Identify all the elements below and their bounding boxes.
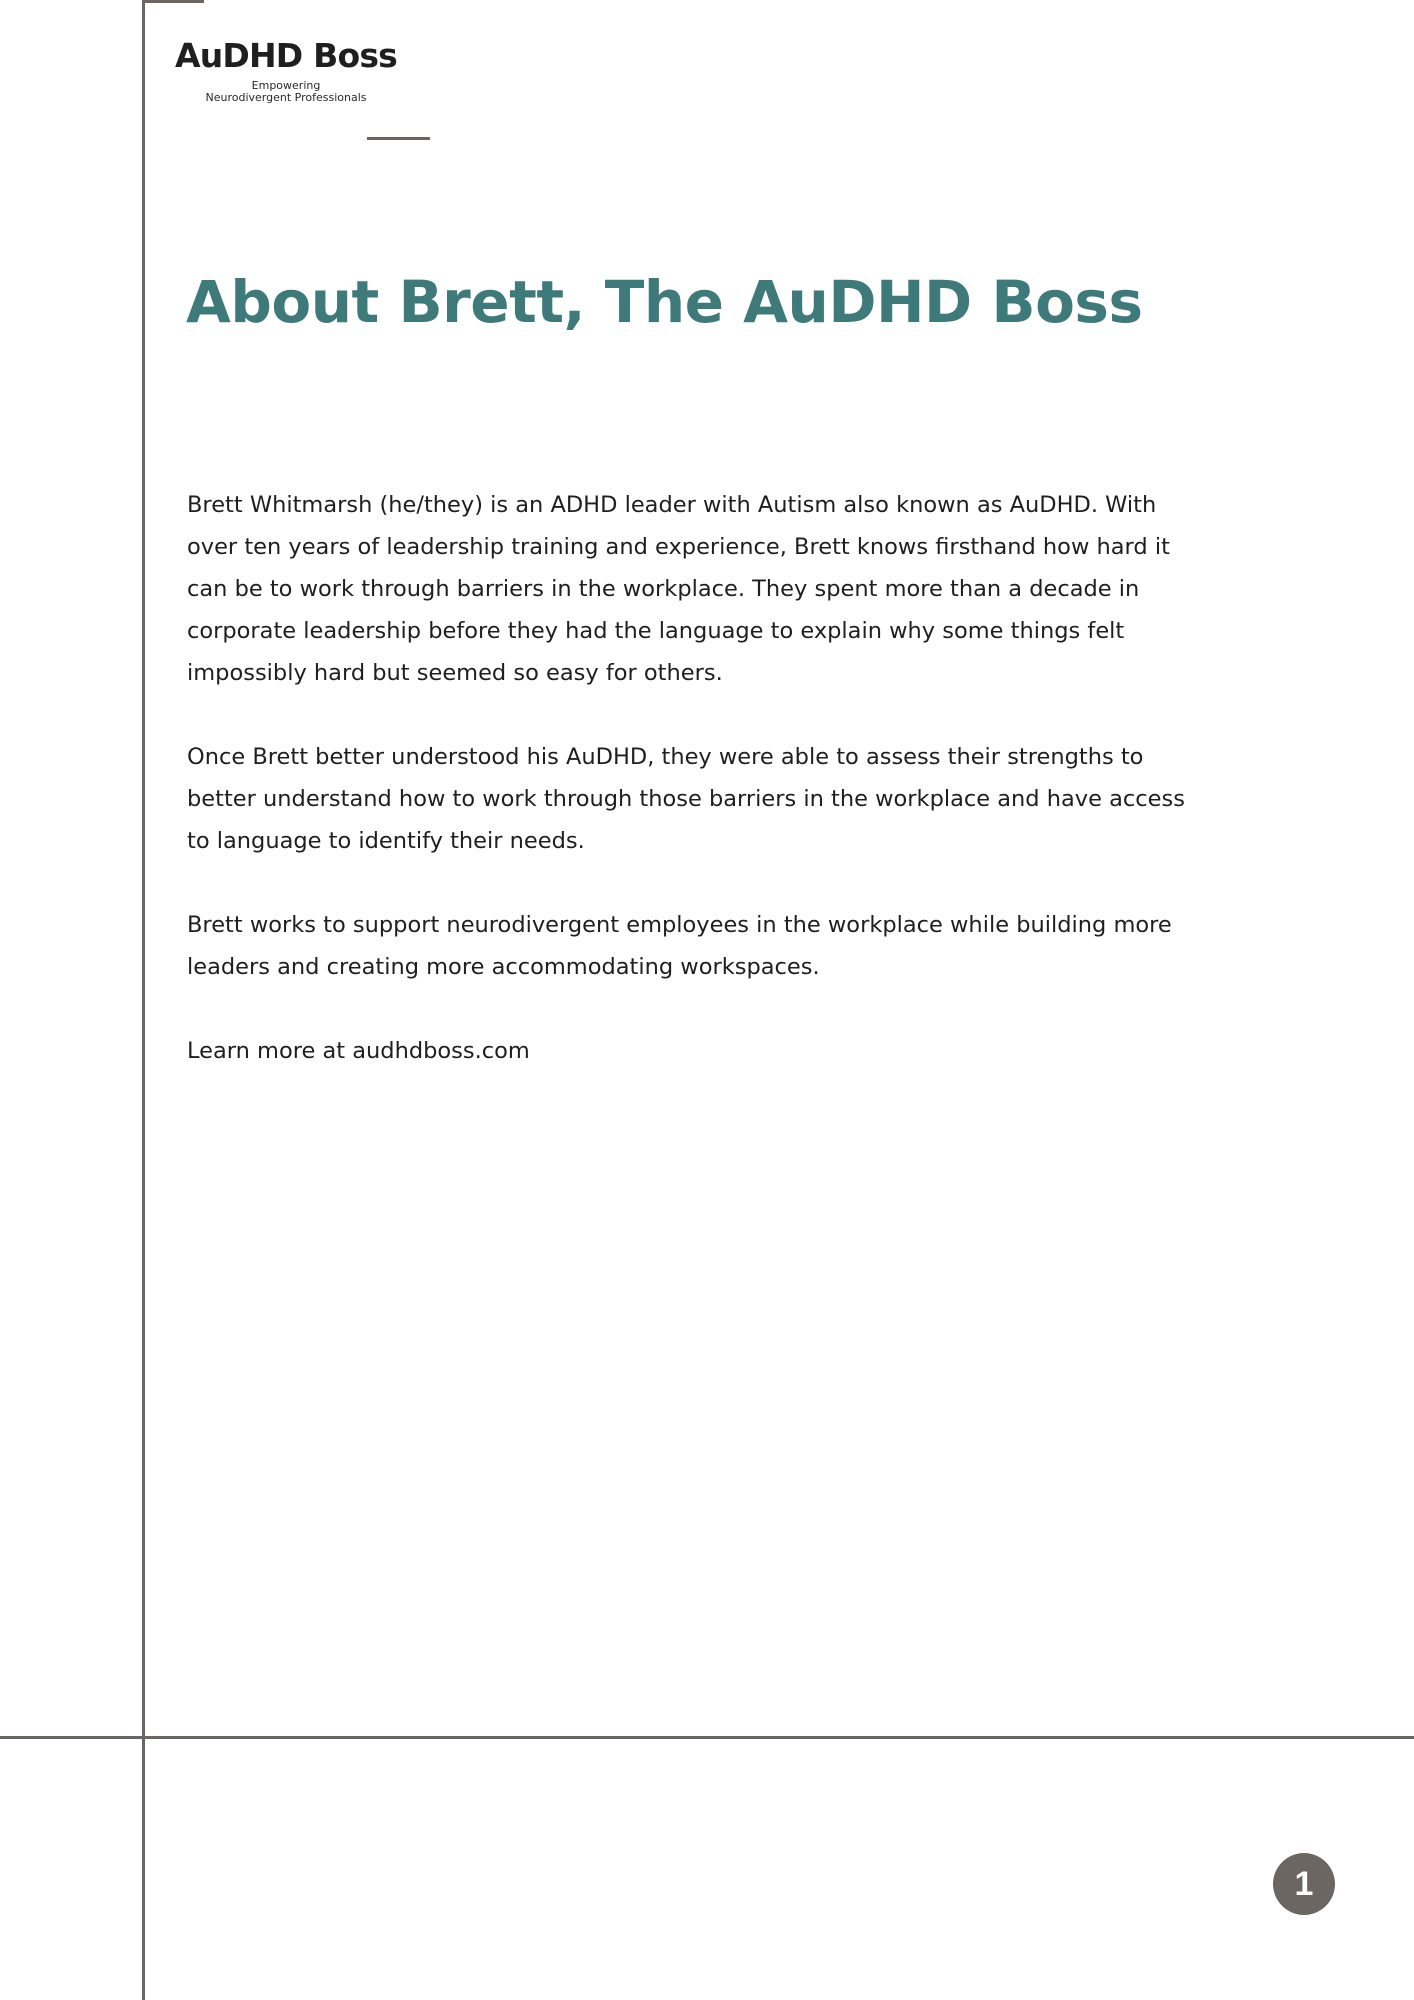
logo-title: AuDHD Boss xyxy=(174,36,398,75)
logo-tagline xyxy=(172,80,400,104)
paragraph-strengths: Once Brett better understood his AuDHD, they were able to assess their strengths to better understand how to work through those barriers in the workplace and have access to language to identify their needs. xyxy=(187,744,1185,854)
horizontal-rule xyxy=(0,1736,1414,1739)
logo-tagline-line2: Neurodivergent Professionals xyxy=(205,91,367,104)
logo-tagline-line1: Empowering xyxy=(251,79,321,92)
body-text xyxy=(187,484,1207,1114)
top-rule-stub xyxy=(142,0,204,3)
page-title: About Brett, The AuDHD Boss xyxy=(186,268,1143,336)
page-number-badge: 1 xyxy=(1273,1853,1335,1915)
logo-underline xyxy=(367,137,430,140)
paragraph-learn-more: Learn more at audhdboss.com xyxy=(187,1038,530,1064)
logo xyxy=(172,36,400,104)
vertical-rule xyxy=(142,0,145,2000)
paragraph-mission: Brett works to support neurodivergent employees in the workplace while building more leaders and creating more accommodating workspaces. xyxy=(187,912,1172,980)
paragraph-intro: Brett Whitmarsh (he/they) is an ADHD leader with Autism also known as AuDHD. With over ten years of leadership training and experience, Brett knows firsthand how hard it can be to work through barriers in the workplace. They spent more than a decade in corporate leadership before they had the language to explain why some things felt impossibly hard but seemed so easy for others. xyxy=(187,492,1170,686)
